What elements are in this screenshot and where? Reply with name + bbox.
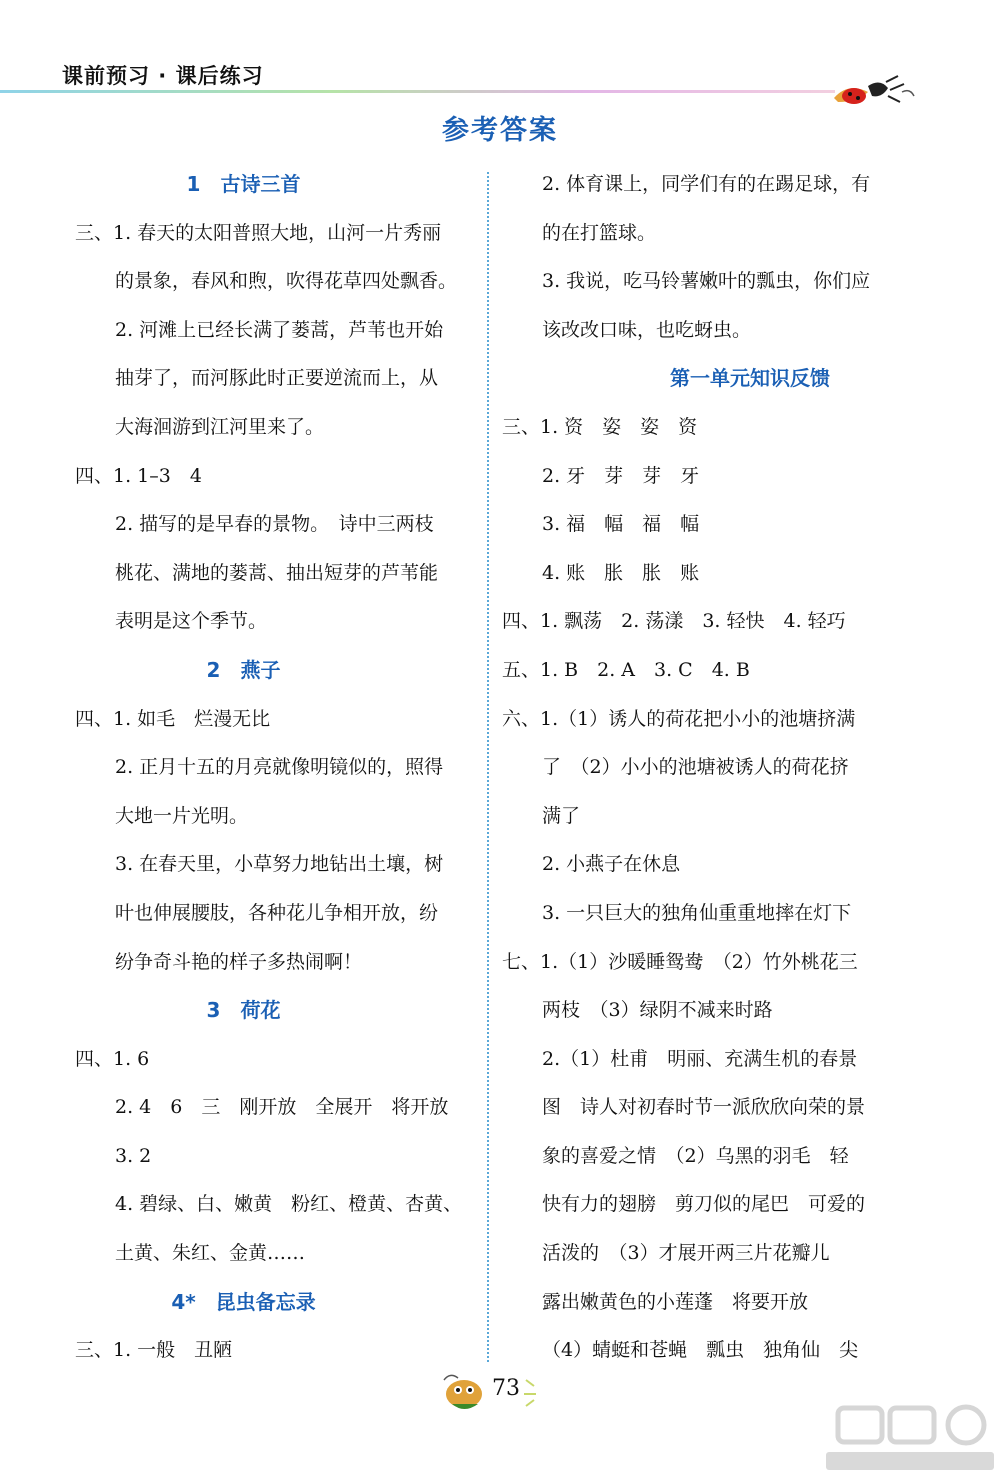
answer-line: 抽芽了，而河豚此时正要逆流而上，从: [115, 367, 439, 390]
answer-line: 2. 体育课上，同学们有的在踢足球，有: [542, 173, 871, 195]
answer-line: 叶也伸展腰肢，各种花儿争相开放，纷: [115, 901, 439, 924]
section-heading: 2 燕子: [206, 657, 281, 682]
right-column: [500, 160, 1000, 1375]
answer-line: 满了: [542, 804, 581, 827]
section-heading: 1 古诗三首: [186, 172, 301, 196]
answer-line: 了 （2）小小的池塘被诱人的荷花挤: [542, 756, 849, 779]
answer-line: 大海洄游到江河里来了。: [115, 415, 325, 438]
section-heading: 3 荷花: [206, 998, 281, 1023]
answer-line: 活泼的 （3）才展开两三片花瓣儿: [542, 1242, 830, 1265]
answer-line: 3. 在春天里，小草努力地钻出土壤，树: [115, 853, 444, 876]
column-divider: [487, 172, 489, 1362]
header-title: 课前预习 · 课后练习: [62, 64, 264, 88]
answer-line: 的在打篮球。: [542, 221, 657, 244]
ladybug-decoration-icon: [828, 72, 918, 112]
answer-line: 2. 河滩上已经长满了蒌蒿，芦苇也开始: [115, 318, 444, 341]
cartoon-mascot-icon: [430, 1360, 540, 1420]
answer-line: 大地一片光明。: [115, 804, 249, 827]
answer-line: 3. 我说，吃马铃薯嫩叶的瓢虫，你们应: [542, 270, 871, 293]
answer-line: 纷争奇斗艳的样子多热闹啊！: [115, 950, 363, 973]
answer-line: 四、1. 6: [75, 1047, 150, 1070]
answer-line: 六、1.（1）诱人的荷花把小小的池塘挤满: [502, 707, 856, 730]
answer-line: 2. 牙 芽 芽 牙: [542, 464, 700, 487]
answer-line: 2. 4 6 三 刚开放 全展开 将开放: [115, 1096, 449, 1119]
answer-line: 露出嫩黄色的小莲蓬 将要开放: [542, 1290, 809, 1313]
answer-line: 土黄、朱红、金黄……: [115, 1242, 306, 1265]
answer-line: 2. 正月十五的月亮就像明镜似的，照得: [115, 756, 444, 779]
page-number: 73: [492, 1376, 520, 1401]
answer-line: 四、1. 如毛 烂漫无比: [75, 707, 271, 730]
left-column: [0, 160, 487, 1375]
answer-line: 2. 描写的是早春的景物。 诗中三两枝: [115, 513, 434, 536]
section-heading: 4* 昆虫备忘录: [171, 1289, 316, 1314]
answer-line: 3. 福 幅 福 幅: [542, 513, 700, 536]
answer-line: 3. 一只巨大的独角仙重重地摔在灯下: [542, 901, 852, 924]
answer-line: 三、1. 春天的太阳普照大地，山河一片秀丽: [75, 221, 442, 244]
page-title: 参考答案: [442, 115, 558, 146]
answer-line: 4. 碧绿、白、嫩黄 粉红、橙黄、杏黄、: [115, 1193, 463, 1216]
answer-line: 2.（1）杜甫 明丽、充满生机的春景: [542, 1047, 858, 1070]
answer-line: 四、1. 1–3 4: [75, 464, 202, 487]
answer-line: 三、1. 资 姿 姿 资: [502, 415, 698, 438]
watermark-logo-icon: [820, 1402, 1000, 1476]
answer-line: 表明是这个季节。: [115, 610, 268, 633]
section-heading: 第一单元知识反馈: [670, 366, 830, 391]
answer-line: 三、1. 一般 丑陋: [75, 1339, 233, 1362]
answer-line: 七、1.（1）沙暖睡鸳鸯 （2）竹外桃花三: [502, 950, 858, 973]
answer-line: 该改改口味，也吃蚜虫。: [542, 318, 752, 341]
answer-line: 桃花、满地的蒌蒿、抽出短芽的芦苇能: [115, 561, 439, 584]
answer-line: 的景象，春风和煦，吹得花草四处飘香。: [115, 270, 458, 293]
answer-line: 两枝 （3）绿阴不减来时路: [542, 999, 773, 1022]
answer-line: 四、1. 飘荡 2. 荡漾 3. 轻快 4. 轻巧: [502, 610, 846, 633]
header-rule: [0, 90, 835, 93]
answer-line: 象的喜爱之情 （2）乌黑的羽毛 轻: [542, 1144, 849, 1167]
answer-line: 2. 小燕子在休息: [542, 853, 681, 876]
answer-line: 3. 2: [115, 1144, 152, 1167]
answer-line: 图 诗人对初春时节一派欣欣向荣的景: [542, 1096, 866, 1119]
answer-line: 五、1. B 2. A 3. C 4. B: [502, 658, 750, 681]
answer-line: 4. 账 胀 胀 账: [542, 561, 700, 584]
answer-line: 快有力的翅膀 剪刀似的尾巴 可爱的: [542, 1193, 866, 1216]
answer-line: （4）蜻蜓和苍蝇 瓢虫 独角仙 尖: [542, 1339, 859, 1362]
